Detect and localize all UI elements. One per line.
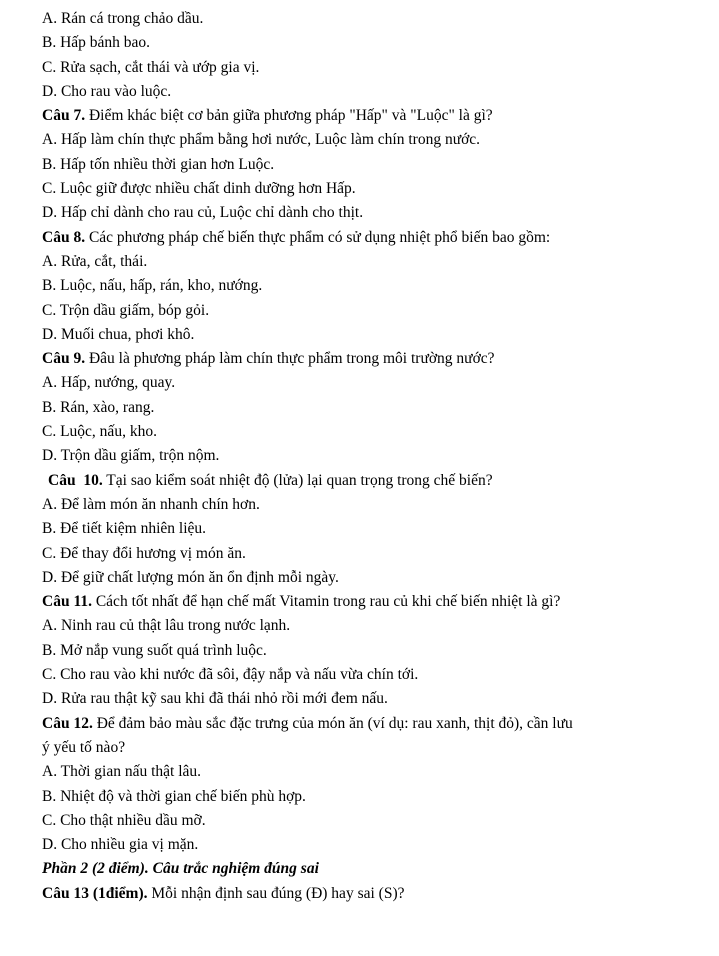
question-text: Cách tốt nhất để hạn chế mất Vitamin trong rau củ khi chế biến nhiệt là gì?: [91, 593, 561, 611]
question-number: Câu 12.: [42, 714, 93, 732]
question-text: Để đảm bảo màu sắc đặc trưng của món ăn (ví dụ: rau xanh, thịt đỏ), cần lưu: [92, 714, 573, 732]
option-c: C. Luộc, nấu, kho.: [42, 423, 157, 441]
option-c: C. Để thay đổi hương vị món ăn.: [42, 544, 246, 562]
question-7: [42, 104, 705, 128]
option-a: A. Hấp làm chín thực phẩm bằng hơi nước, Luộc làm chín trong nước.: [42, 131, 481, 149]
question-number: Câu 11.: [42, 593, 92, 611]
question-text: Mỗi nhận định sau đúng (Đ) hay sai (S)?: [147, 884, 405, 902]
option-d: D. Hấp chỉ dành cho rau củ, Luộc chỉ dành cho thịt.: [42, 204, 364, 222]
option-a: A. Hấp, nướng, quay.: [42, 374, 176, 392]
question-text: Điểm khác biệt cơ bản giữa phương pháp "Hấp" và "Luộc" là gì?: [85, 107, 493, 125]
option-c: C. Rửa sạch, cắt thái và ướp gia vị.: [42, 58, 260, 76]
question-text: Tại sao kiểm soát nhiệt độ (lửa) lại quan trọng trong chế biến?: [102, 471, 493, 489]
question-12: [42, 712, 705, 736]
question-10: [42, 469, 705, 493]
option-b: B. Rán, xào, rang.: [42, 398, 155, 416]
option-d: D. Cho nhiều gia vị mặn.: [42, 836, 199, 854]
question-13: [42, 882, 705, 906]
option-d: D. Trộn dầu giấm, trộn nộm.: [42, 447, 220, 465]
question-number: Câu 13 (1điểm).: [42, 884, 148, 902]
question-number: Câu 9.: [42, 350, 86, 368]
option-a: A. Rửa, cắt, thái.: [42, 252, 148, 270]
option-d: D. Để giữ chất lượng món ăn ổn định mỗi ngày.: [42, 568, 339, 586]
option-b: B. Hấp tốn nhiều thời gian hơn Luộc.: [42, 155, 275, 173]
option-c: C. Trộn dầu giấm, bóp gỏi.: [42, 301, 210, 319]
question-9: [42, 347, 705, 371]
question-8: [42, 226, 705, 250]
question-11: [42, 590, 705, 614]
option-d: D. Rửa rau thật kỹ sau khi đã thái nhỏ rồi mới đem nấu.: [42, 690, 388, 708]
option-a: A. Để làm món ăn nhanh chín hơn.: [42, 495, 260, 513]
section-title: Phần 2 (2 điểm). Câu trắc nghiệm đúng sai: [42, 860, 319, 878]
option-b: B. Để tiết kiệm nhiên liệu.: [42, 520, 207, 538]
question-text-continuation: ý yếu tố nào?: [42, 738, 126, 756]
question-number: Câu 10.: [48, 471, 103, 489]
option-d: D. Muối chua, phơi khô.: [42, 325, 195, 343]
option-a: A. Rán cá trong chảo dầu.: [42, 10, 204, 27]
option-b: B. Hấp bánh bao.: [42, 34, 151, 52]
question-number: Câu 8.: [42, 228, 86, 246]
option-c: C. Luộc giữ được nhiều chất dinh dưỡng hơn Hấp.: [42, 180, 356, 198]
option-b: B. Luộc, nấu, hấp, rán, kho, nướng.: [42, 277, 263, 295]
option-c: C. Cho rau vào khi nước đã sôi, đậy nắp và nấu vừa chín tới.: [42, 666, 419, 684]
option-b: B. Mở nắp vung suốt quá trình luộc.: [42, 641, 267, 659]
option-a: A. Thời gian nấu thật lâu.: [42, 763, 202, 781]
option-c: C. Cho thật nhiều dầu mỡ.: [42, 811, 206, 829]
question-text: Đâu là phương pháp làm chín thực phẩm trong môi trường nước?: [85, 350, 495, 368]
option-a: A. Ninh rau củ thật lâu trong nước lạnh.: [42, 617, 291, 635]
option-b: B. Nhiệt độ và thời gian chế biến phù hợp.: [42, 787, 306, 805]
question-number: Câu 7.: [42, 107, 86, 125]
option-d: D. Cho rau vào luộc.: [42, 82, 172, 100]
question-text: Các phương pháp chế biến thực phẩm có sử dụng nhiệt phổ biến bao gồm:: [85, 228, 551, 246]
